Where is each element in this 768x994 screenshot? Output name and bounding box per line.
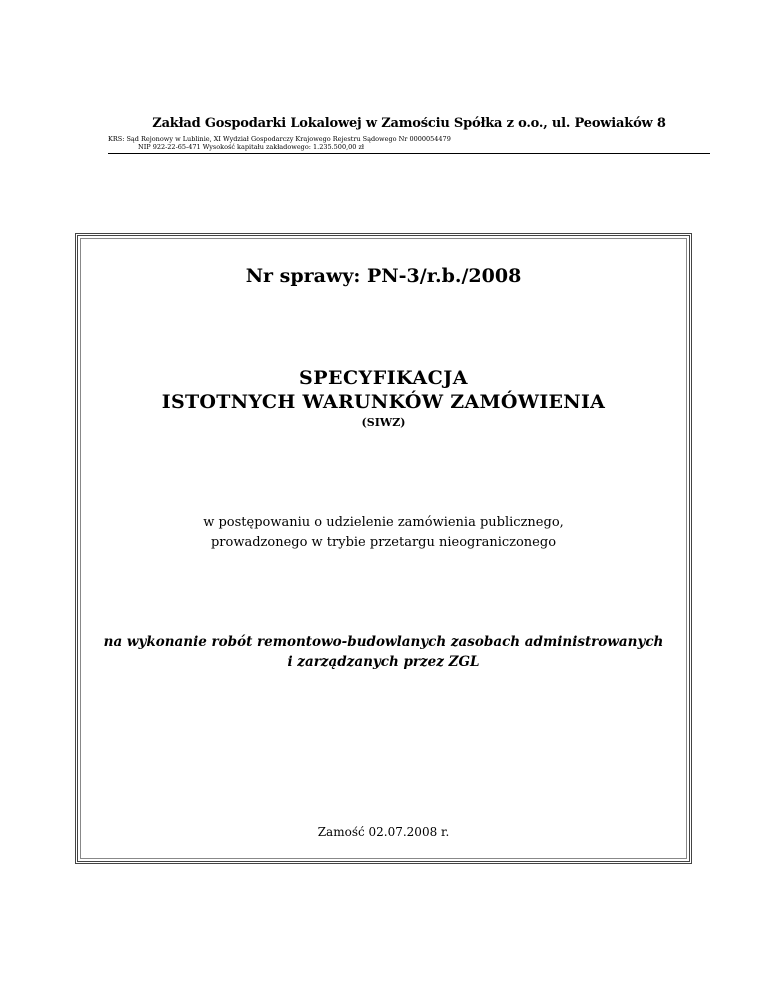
company-name: Zakład Gospodarki Lokalowej w Zamościu Spółka z o.o., ul. Peowiaków 8: [152, 116, 666, 131]
order-subject: [78, 632, 689, 672]
procedure-description: [78, 513, 689, 553]
subject-line-1: na wykonanie robót remontowo-budowlanych zasobach administrowanych: [103, 634, 664, 650]
title-abbreviation: (SIWZ): [361, 416, 406, 429]
nip-capital-info: NIP 922-22-65-471 Wysokość kapitału zakładowego: 1.235.500,00 zł: [138, 143, 365, 151]
document-title: [78, 366, 689, 432]
procedure-line-1: w postępowaniu o udzielenie zamówienia publicznego,: [203, 515, 564, 530]
letterhead: [108, 116, 710, 154]
header-divider: [108, 153, 710, 154]
case-number: Nr sprawy: PN-3/r.b./2008: [245, 265, 522, 287]
subject-line-2: i zarządzanych przez ZGL: [287, 654, 480, 670]
krs-registration: KRS: Sąd Rejonowy w Lublinie, XI Wydział Gospodarczy Krajowego Rejestru Sądowego Nr 0000054479: [108, 135, 451, 143]
title-line-1: SPECYFIKACJA: [299, 367, 468, 389]
procedure-line-2: prowadzonego w trybie przetargu nieograniczonego: [210, 535, 557, 550]
title-line-2: ISTOTNYCH WARUNKÓW ZAMÓWIENIA: [161, 391, 606, 413]
place-and-date: Zamość 02.07.2008 r.: [317, 825, 450, 839]
title-page-frame: [75, 233, 692, 864]
